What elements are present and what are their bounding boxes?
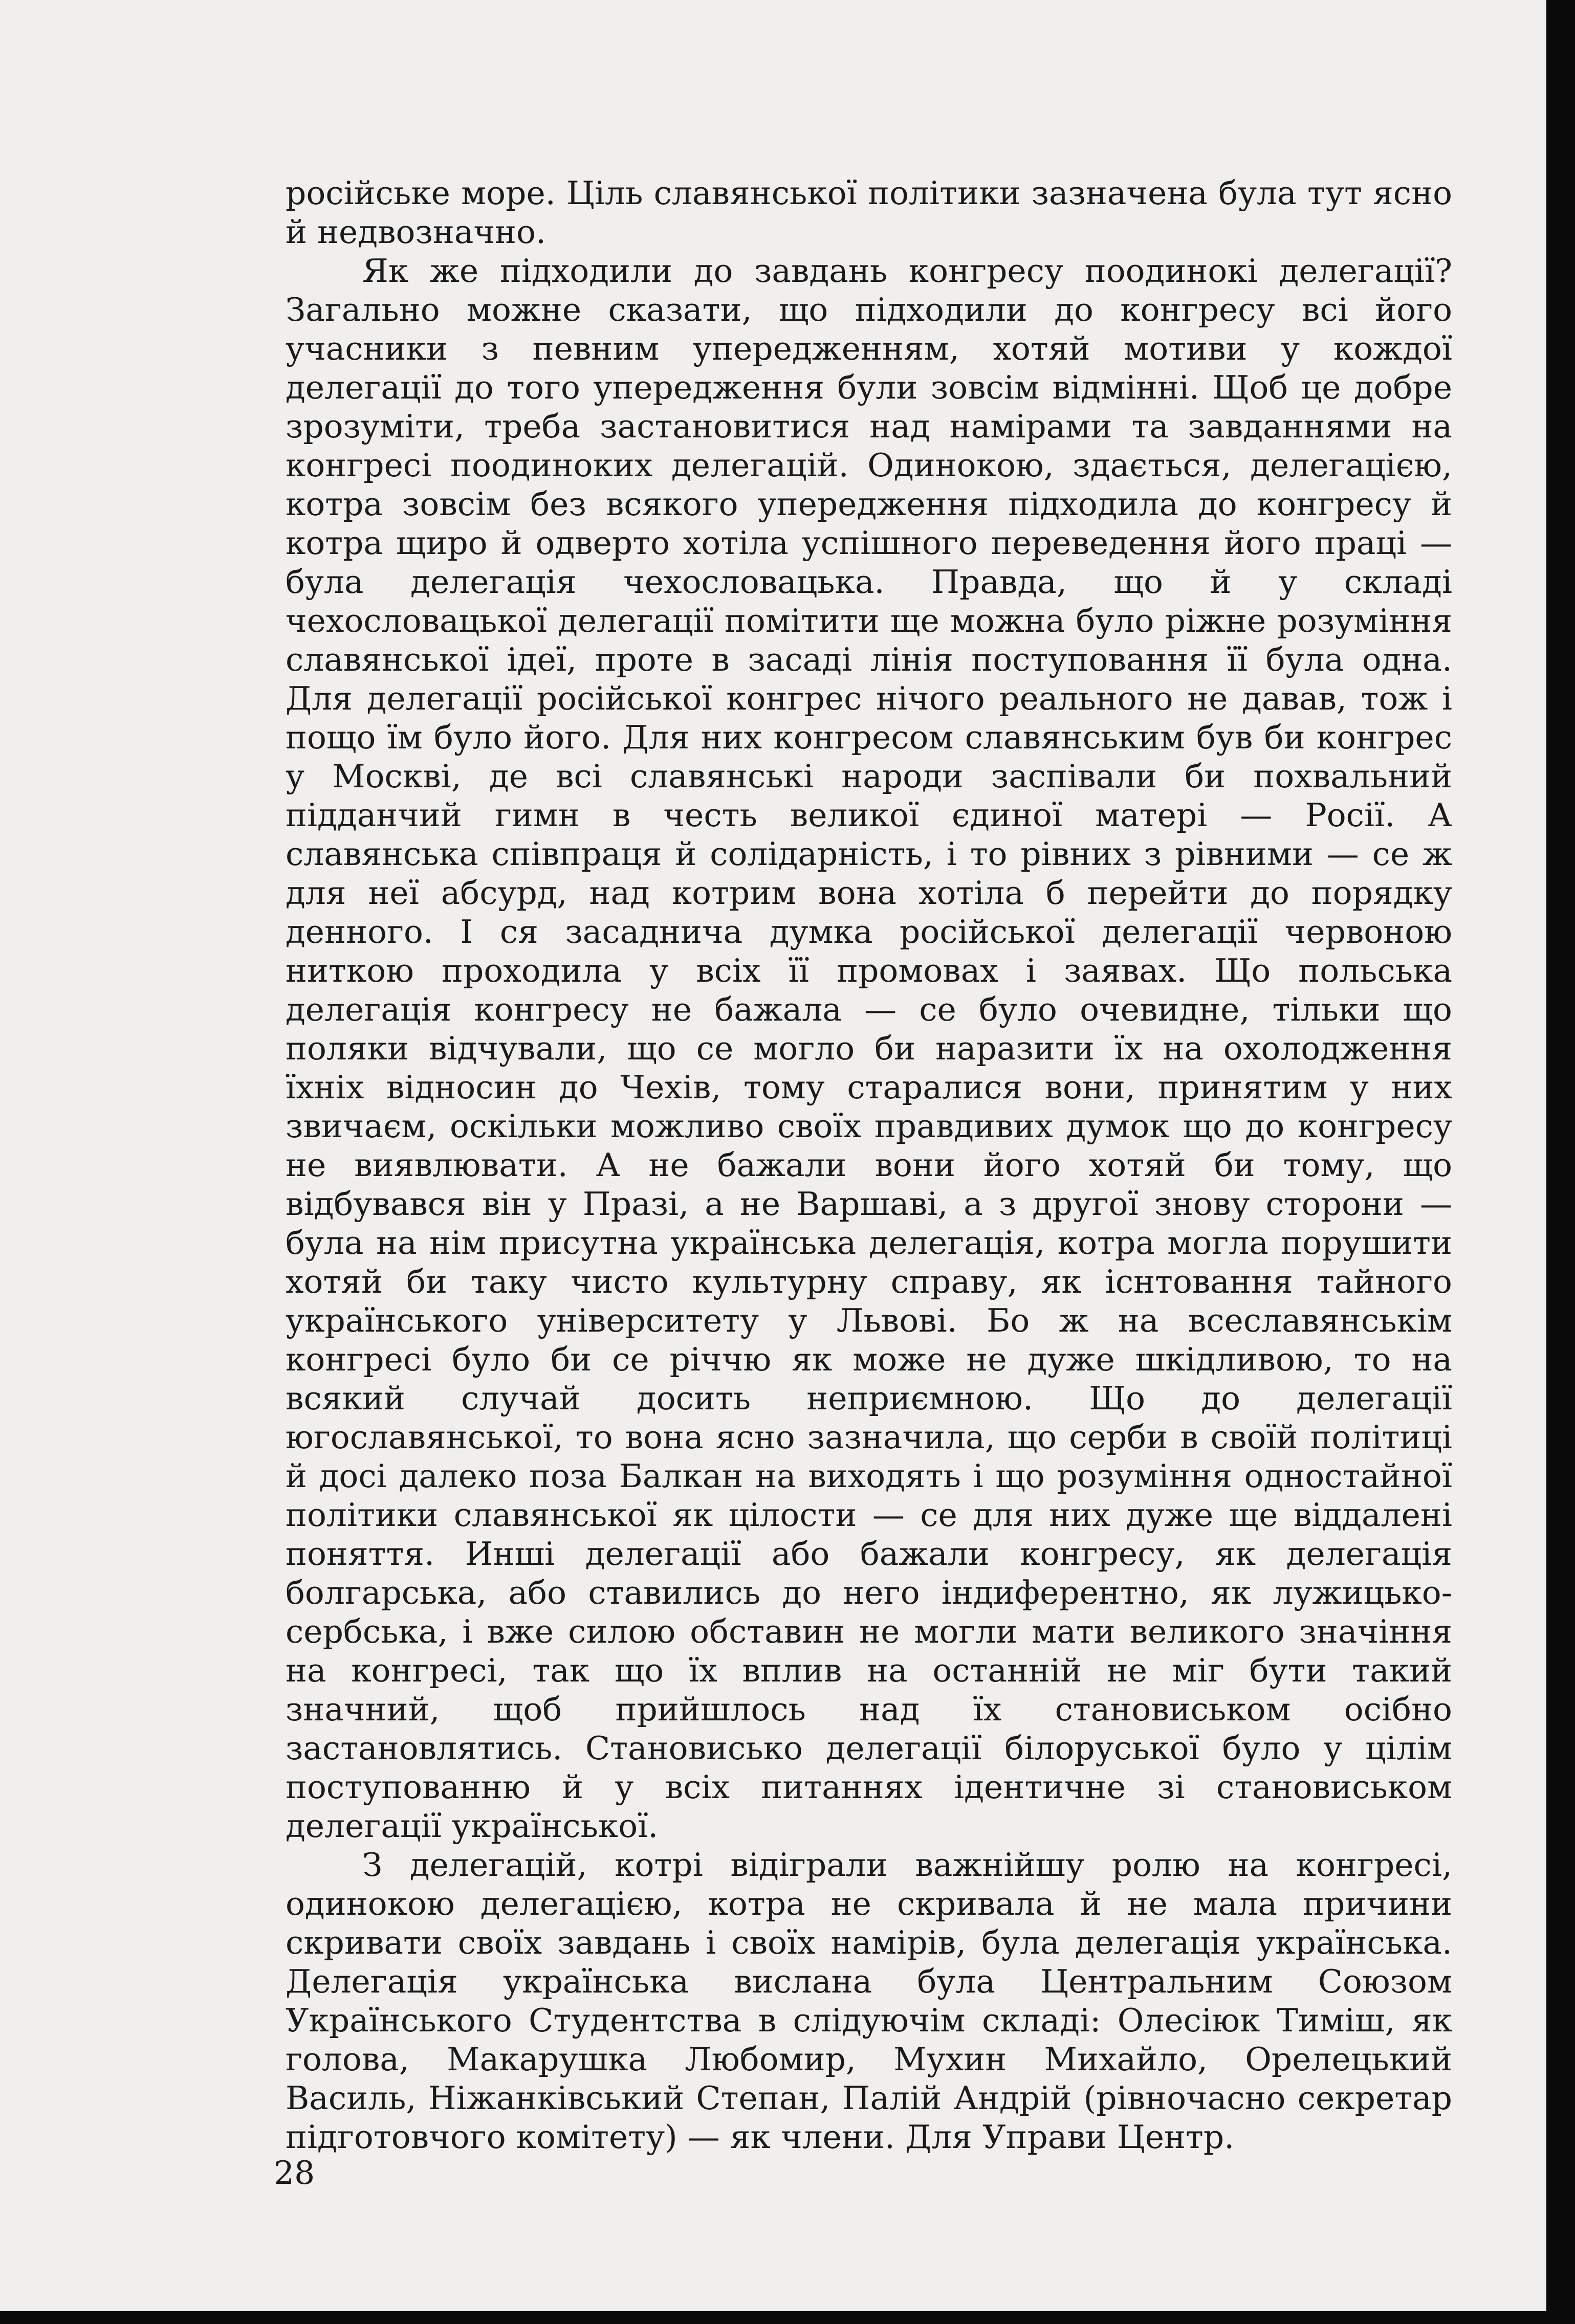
page-number: 28 <box>274 2154 315 2192</box>
scan-border-right <box>1546 0 1575 2324</box>
paragraph-1: російське море. Ціль славянської політики зазначена була тут ясно й недвозначно. <box>286 174 1452 251</box>
paragraph-3: З делегацій, котрі відіграли важнійшу ролю на конгресі, одинокою делегацією, котра не скривала й не мала причини скривати своїх завдань і своїх намірів, була делегація українська. Делегація українська вислана була Центральним Союзом Українського Студентства в слідуючім складі: Олесіюк Тиміш, як голова, Макарушка Любомир, Мухин Михайло, Орелецький Василь, Ніжанківський Степан, Палій Андрій (рівночасно секретар підготовчого комітету) — як члени. Для Управи Центр. <box>286 1846 1452 2156</box>
body-text <box>286 174 1452 2157</box>
paragraph-2: Як же підходили до завдань конгресу поодинокі делегації? Загально можне сказати, що підходили до конгресу всі його учасники з певним упередженням, хотяй мотиви у кождої делегації до того упередження були зовсім відмінні. Щоб це добре зрозуміти, треба застановитися над намірами та завданнями на конгресі поодиноких делегацій. Одинокою, здається, делегацією, котра зовсім без всякого упередження підходила до конгресу й котра щиро й одверто хотіла успішного переведення його праці — була делегація чехословацька. Правда, що й у складі чехословацької делегації помітити ще можна було ріжне розуміння славянської ідеї, проте в засаді лінія поступовання її була одна. Для делегації російської конгрес нічого реального не давав, тож і пощо їм було його. Для них конгресом славянським був би конгрес у Москві, де всі славянські народи заспівали би похвальний підданчий гимн в честь великої єдиної матері — Росії. А славянська співпраця й солідарність, і то рівних з рівними — се ж для неї абсурд, над котрим вона хотіла б перейти до порядку денного. І ся засаднича думка російської делегації червоною ниткою проходила у всіх її промовах і заявах. Що польська делегація конгресу не бажала — се було очевидне, тільки що поляки відчували, що се могло би наразити їх на охолодження їхніх відносин до Чехів, тому старалися вони, принятим у них звичаєм, оскільки можливо своїх правдивих думок що до конгресу не виявлювати. А не бажали вони його хотяй би тому, що відбувався він у Празі, а не Варшаві, а з другої знову сторони — була на нім присутна українська делегація, котра могла порушити хотяй би таку чисто культурну справу, як існтовання тайного українського університету у Львові. Бо ж на всеславянськім конгресі було би се річчю як може не дуже шкідливою, то на всякий случай досить неприємною. Що до делегації югославянської, то вона ясно зазначила, що серби в своїй політиці й досі далеко поза Балкан на виходять і що розуміння одностайної політики славянської як цілости — се для них дуже ще віддалені поняття. Инші делегації або бажали конгресу, як делегація болгарська, або ставились до него індиферентно, як лужицько-сербська, і вже силою обставин не могли мати великого значіння на конгресі, так що їх вплив на останній не міг бути такий значний, щоб прийшлось над їх становиськом осібно застановлятись. Становисько делегації білоруської було у цілім поступованню й у всіх питаннях ідентичне зі становиськом делегації української. <box>286 252 1452 1845</box>
scan-border-bottom <box>0 2311 1575 2324</box>
